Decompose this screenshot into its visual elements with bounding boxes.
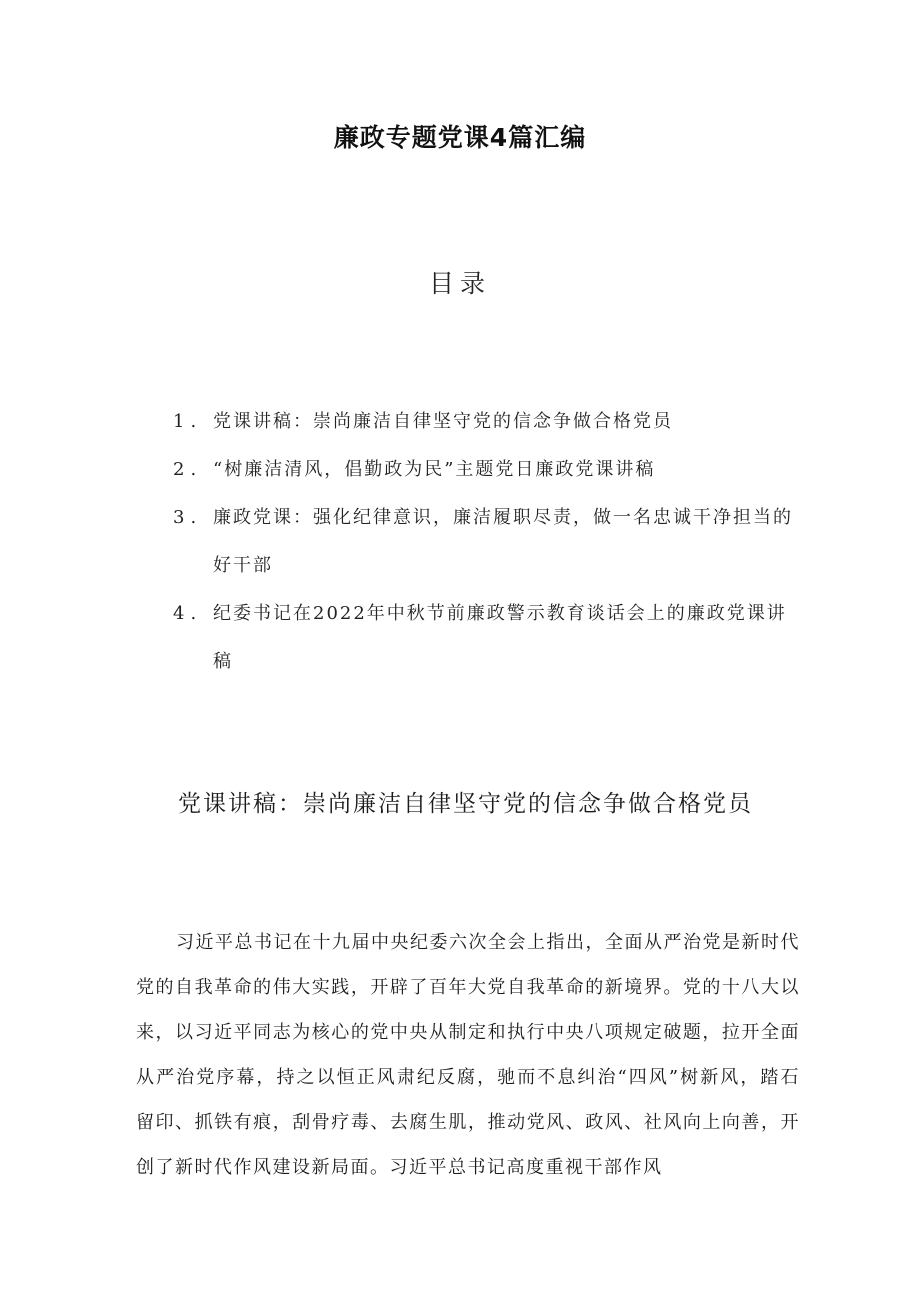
section-title: 党课讲稿：崇尚廉洁自律坚守党的信念争做合格党员 [178,791,753,817]
document-title: 廉政专题党课4篇汇编 [333,123,587,152]
toc-item [173,398,803,446]
toc-item-number: 1. [173,411,203,432]
toc-item-text: “树廉洁清风，倡勤政为民”主题党日廉政党课讲稿 [213,459,656,480]
table-of-contents [173,398,803,686]
toc-item-number: 4. [173,603,203,624]
toc-item-text: 党课讲稿：崇尚廉洁自律坚守党的信念争做合格党员 [213,411,673,432]
toc-item [173,446,803,494]
toc-item-text: 廉政党课：强化纪律意识，廉洁履职尽责，做一名忠诚干净担当的好干部 [213,507,793,576]
toc-item [173,590,803,686]
toc-item-text: 纪委书记在2022年中秋节前廉政警示教育谈话会上的廉政党课讲稿 [213,603,787,672]
toc-heading: 目录 [428,269,491,298]
toc-item-number: 3. [173,507,203,528]
toc-item-number: 2. [173,459,203,480]
toc-item [173,494,803,590]
body-paragraph: 习近平总书记在十九届中央纪委六次全会上指出，全面从严治党是新时代党的自我革命的伟大实践，开辟了百年大党自我革命的新境界。党的十八大以来，以习近平同志为核心的党中央从制定和执行中央八项规定破题，拉开全面从严治党序幕，持之以恒正风肃纪反腐，驰而不息纠治“四风”树新风，踏石留印、抓铁有痕，刮骨疗毒、去腐生肌，推动党风、政风、社风向上向善，开创了新时代作风建设新局面。习近平总书记高度重视干部作风 [136,932,800,1178]
